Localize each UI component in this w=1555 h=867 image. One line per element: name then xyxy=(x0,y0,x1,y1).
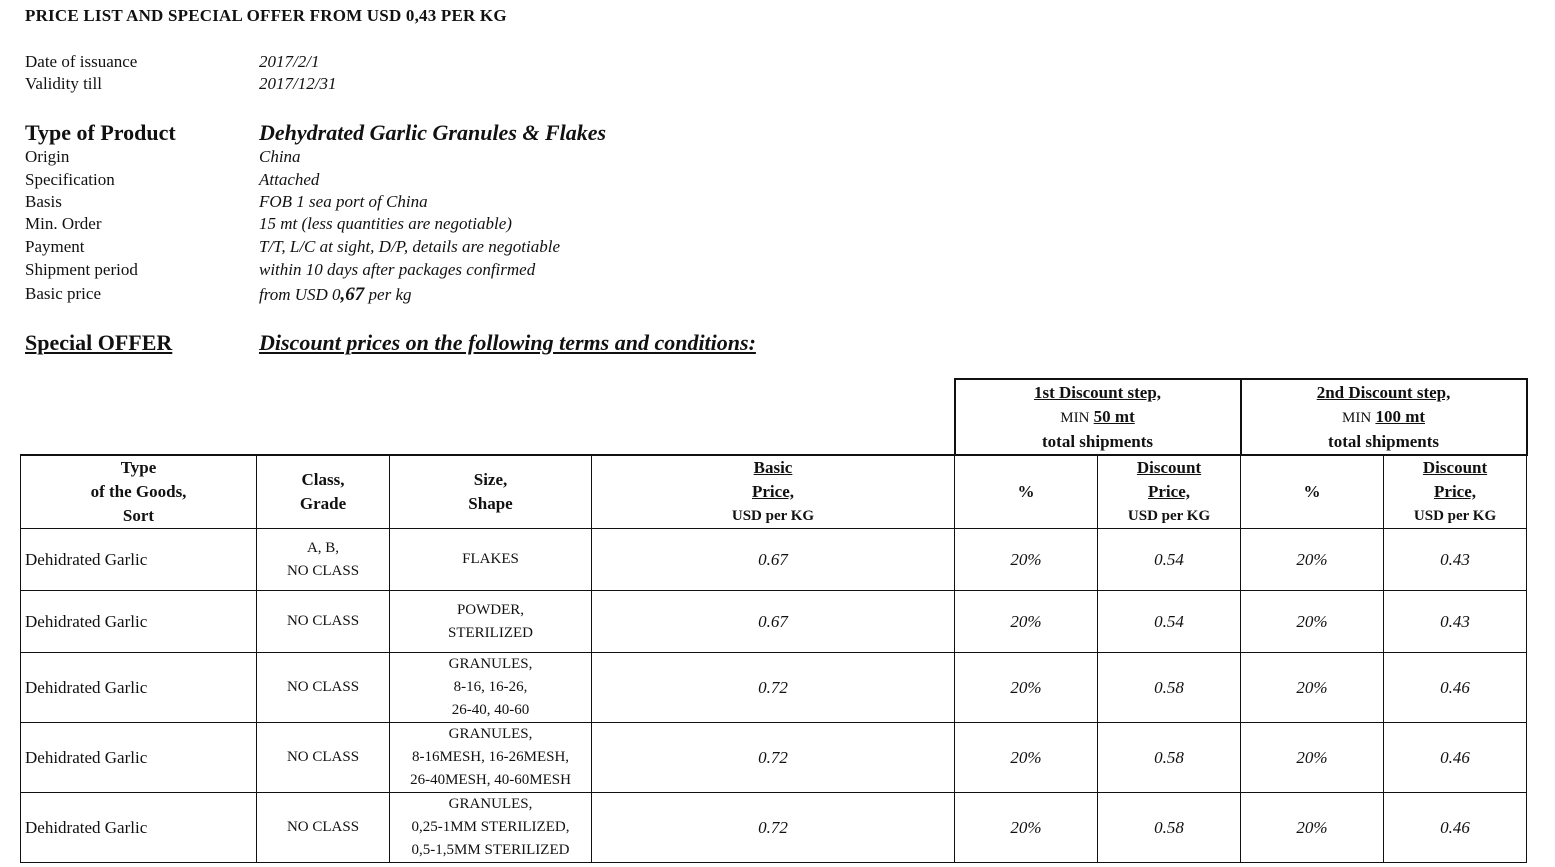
col-header-basic-price xyxy=(592,455,955,529)
col-header-pct-2: % xyxy=(1241,455,1384,529)
col-type-l1: Type xyxy=(120,458,157,477)
col-disc2-l2: Price, xyxy=(1434,482,1477,501)
step1-title: 1st Discount step, xyxy=(1033,382,1162,402)
size-line: 26-40, 40-60 xyxy=(451,702,530,718)
col-type-l2: of the Goods, xyxy=(90,482,187,501)
table-row xyxy=(21,653,1527,723)
price-table-body xyxy=(21,529,1527,863)
col-basic-l2: Price, xyxy=(752,482,794,501)
class-line: NO CLASS xyxy=(286,562,360,579)
col-disc2-l1: Discount xyxy=(1422,458,1488,477)
cell-size xyxy=(390,591,592,653)
cell-discount-price-2: 0.46 xyxy=(1384,653,1527,723)
validity-label: Validity till xyxy=(25,74,102,93)
column-header-row xyxy=(21,455,1527,529)
cell-type: Dehidrated Garlic xyxy=(21,793,257,863)
issuance-label: Date of issuance xyxy=(25,52,138,71)
cell-pct-1: 20% xyxy=(955,653,1098,723)
size-line: GRANULES, xyxy=(448,796,533,812)
col-header-size xyxy=(390,455,592,529)
step1-min-value: 50 mt xyxy=(1093,406,1135,426)
basic-price-number: ,67 xyxy=(340,284,365,305)
size-line: 0,5-1,5MM STERILIZED xyxy=(411,842,570,858)
cell-discount-price-2: 0.43 xyxy=(1384,529,1527,591)
cell-pct-2: 20% xyxy=(1241,591,1384,653)
discount-step-1-header xyxy=(955,379,1241,455)
origin-value: China xyxy=(259,147,301,166)
issuance-value: 2017/2/1 xyxy=(259,52,320,71)
min-order-value: 15 mt (less quantities are negotiable) xyxy=(259,214,512,233)
size-line: STERILIZED xyxy=(448,624,533,641)
basic-price-suffix: per kg xyxy=(368,285,412,304)
col-size-l1: Size, xyxy=(473,470,508,489)
cell-discount-price-1: 0.54 xyxy=(1098,591,1241,653)
document-title: PRICE LIST AND SPECIAL OFFER FROM USD 0,43 PER KG xyxy=(25,6,507,25)
cell-basic-price: 0.72 xyxy=(592,793,955,863)
col-disc2-l3: USD per KG xyxy=(1413,508,1497,524)
size-line: 8-16, 16-26, xyxy=(453,679,528,695)
cell-basic-price: 0.67 xyxy=(592,529,955,591)
col-class-l2: Grade xyxy=(299,494,347,513)
cell-class xyxy=(257,591,390,653)
cell-pct-2: 20% xyxy=(1241,793,1384,863)
cell-type: Dehidrated Garlic xyxy=(21,723,257,793)
col-disc1-l2: Price, xyxy=(1148,482,1190,501)
col-header-pct-1: % xyxy=(955,455,1098,529)
basic-price-value xyxy=(259,284,412,306)
basis-value: FOB 1 sea port of China xyxy=(259,192,428,211)
specification-value: Attached xyxy=(259,170,320,189)
cell-size xyxy=(390,653,592,723)
cell-type: Dehidrated Garlic xyxy=(21,591,257,653)
table-row xyxy=(21,591,1527,653)
validity-value: 2017/12/31 xyxy=(259,74,337,93)
cell-size xyxy=(390,793,592,863)
step1-note: total shipments xyxy=(1042,431,1153,451)
specification-label: Specification xyxy=(25,170,115,189)
shipment-value: within 10 days after packages confirmed xyxy=(259,260,536,279)
col-header-class xyxy=(257,455,390,529)
cell-pct-2: 20% xyxy=(1241,529,1384,591)
cell-basic-price: 0.67 xyxy=(592,591,955,653)
table-row xyxy=(21,723,1527,793)
origin-label: Origin xyxy=(25,147,70,166)
cell-size xyxy=(390,723,592,793)
cell-discount-price-2: 0.46 xyxy=(1384,793,1527,863)
step2-note: total shipments xyxy=(1328,431,1440,451)
col-header-discount-price-2 xyxy=(1384,455,1527,529)
special-offer-label: Special OFFER xyxy=(25,330,173,355)
payment-label: Payment xyxy=(25,237,85,256)
cell-type: Dehidrated Garlic xyxy=(21,529,257,591)
shipment-label: Shipment period xyxy=(25,260,138,279)
table-row xyxy=(21,529,1527,591)
product-value: Dehydrated Garlic Granules & Flakes xyxy=(259,120,607,145)
cell-discount-price-2: 0.43 xyxy=(1384,591,1527,653)
step2-min-value: 100 mt xyxy=(1375,406,1426,426)
payment-value: T/T, L/C at sight, D/P, details are negotiable xyxy=(259,237,560,256)
cell-class xyxy=(257,529,390,591)
col-basic-l3: USD per KG xyxy=(731,508,815,524)
cell-pct-2: 20% xyxy=(1241,653,1384,723)
class-line: A, B, xyxy=(306,539,340,556)
cell-class xyxy=(257,793,390,863)
class-line: NO CLASS xyxy=(286,679,360,695)
cell-pct-2: 20% xyxy=(1241,723,1384,793)
discount-steps-header-row xyxy=(21,379,1527,455)
col-size-l2: Shape xyxy=(468,494,513,513)
discount-step-2-header xyxy=(1241,379,1527,455)
size-line: GRANULES, xyxy=(448,656,533,672)
cell-discount-price-1: 0.58 xyxy=(1098,723,1241,793)
class-line: NO CLASS xyxy=(286,613,360,629)
size-line: POWDER, xyxy=(456,601,525,618)
special-offer-value: Discount prices on the following terms and conditions: xyxy=(259,330,756,355)
size-line: 26-40MESH, 40-60MESH xyxy=(410,772,571,788)
step2-title: 2nd Discount step, xyxy=(1316,382,1451,402)
cell-type: Dehidrated Garlic xyxy=(21,653,257,723)
cell-pct-1: 20% xyxy=(955,723,1098,793)
col-type-l3: Sort xyxy=(122,506,155,525)
step1-min-prefix: MIN xyxy=(1060,409,1090,426)
col-class-l1: Class, xyxy=(301,470,345,489)
min-order-label: Min. Order xyxy=(25,214,102,233)
price-table xyxy=(20,378,1528,863)
size-line: FLAKES xyxy=(462,551,519,567)
cell-size xyxy=(390,529,592,591)
size-line: GRANULES, xyxy=(448,726,533,742)
step2-min-prefix: MIN xyxy=(1342,409,1372,426)
col-basic-l1: Basic xyxy=(753,458,793,477)
cell-pct-1: 20% xyxy=(955,591,1098,653)
cell-pct-1: 20% xyxy=(955,793,1098,863)
table-row xyxy=(21,793,1527,863)
cell-class xyxy=(257,723,390,793)
cell-basic-price: 0.72 xyxy=(592,653,955,723)
cell-class xyxy=(257,653,390,723)
cell-discount-price-1: 0.58 xyxy=(1098,653,1241,723)
cell-basic-price: 0.72 xyxy=(592,723,955,793)
class-line: NO CLASS xyxy=(286,749,360,765)
size-line: 8-16MESH, 16-26MESH, xyxy=(411,749,570,765)
cell-pct-1: 20% xyxy=(955,529,1098,591)
cell-discount-price-1: 0.58 xyxy=(1098,793,1241,863)
basis-label: Basis xyxy=(25,192,62,211)
size-line: 0,25-1MM STERILIZED, xyxy=(411,819,570,835)
step1-min xyxy=(956,405,1240,430)
basic-price-label: Basic price xyxy=(25,284,101,303)
basic-price-prefix: from USD 0 xyxy=(259,285,341,304)
col-header-type xyxy=(21,455,257,529)
col-header-discount-price-1 xyxy=(1098,455,1241,529)
col-disc1-l3: USD per KG xyxy=(1127,508,1211,524)
col-disc1-l1: Discount xyxy=(1136,458,1202,477)
class-line: NO CLASS xyxy=(286,819,360,835)
header-blank-area xyxy=(21,379,955,455)
cell-discount-price-2: 0.46 xyxy=(1384,723,1527,793)
step2-min xyxy=(1242,405,1526,430)
cell-discount-price-1: 0.54 xyxy=(1098,529,1241,591)
product-label: Type of Product xyxy=(25,120,176,145)
